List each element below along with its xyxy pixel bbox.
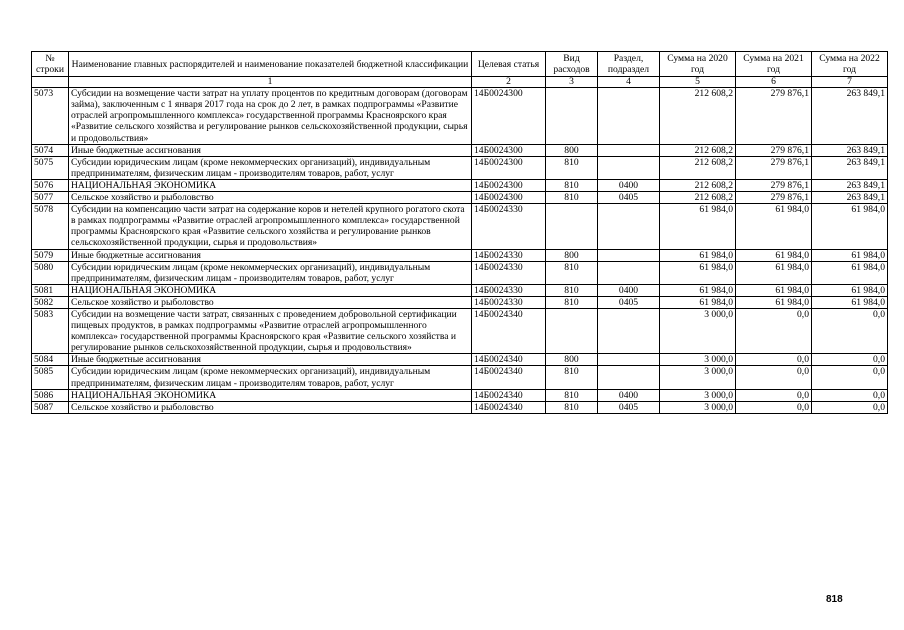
section-cell <box>598 88 660 144</box>
section-cell: 0400 <box>598 389 660 401</box>
target-article-cell: 14Б0024300 <box>472 88 546 144</box>
sum-2020-cell: 61 984,0 <box>660 296 736 308</box>
column-number <box>32 77 69 88</box>
sum-2022-cell: 0,0 <box>812 366 888 389</box>
row-name-cell: Субсидии юридическим лицам (кроме некоммерческих организаций), индивидуальным предпринимателям, физическим лицам - производителям товаров, работ, услуг <box>69 366 472 389</box>
target-article-cell: 14Б0024330 <box>472 249 546 261</box>
expense-type-cell: 810 <box>546 156 598 179</box>
sum-2020-cell: 212 608,2 <box>660 156 736 179</box>
expense-type-cell: 810 <box>546 284 598 296</box>
sum-2021-cell: 279 876,1 <box>736 144 812 156</box>
expense-type-cell: 800 <box>546 249 598 261</box>
expense-type-cell: 800 <box>546 144 598 156</box>
expense-type-cell: 810 <box>546 401 598 413</box>
target-article-cell: 14Б0024330 <box>472 261 546 284</box>
sum-2022-cell: 61 984,0 <box>812 296 888 308</box>
sum-2022-cell: 61 984,0 <box>812 249 888 261</box>
sum-2020-cell: 3 000,0 <box>660 308 736 353</box>
table-row <box>32 249 888 261</box>
sum-2020-cell: 212 608,2 <box>660 192 736 204</box>
table-row <box>32 204 888 249</box>
sum-2021-cell: 279 876,1 <box>736 156 812 179</box>
sum-2021-cell: 0,0 <box>736 366 812 389</box>
table-row <box>32 354 888 366</box>
section-cell <box>598 204 660 249</box>
row-name-cell: Сельское хозяйство и рыболовство <box>69 192 472 204</box>
section-cell: 0400 <box>598 179 660 191</box>
row-name-cell: Иные бюджетные ассигнования <box>69 354 472 366</box>
header-sum-2022: Сумма на 2022 год <box>812 52 888 77</box>
sum-2022-cell: 0,0 <box>812 389 888 401</box>
expense-type-cell: 800 <box>546 354 598 366</box>
expense-type-cell: 810 <box>546 179 598 191</box>
row-name-cell: Субсидии на компенсацию части затрат на содержание коров и нетелей крупного рогатого скота в рамках подпрограммы «Развитие отраслей агропромышленного комплекса» государственной программы Красноярского края «Развитие сельского хозяйства и регулирование рынков сельскохозяйственной продукции, сырья и продовольствия» <box>69 204 472 249</box>
header-target: Целевая статья <box>472 52 546 77</box>
target-article-cell: 14Б0024300 <box>472 156 546 179</box>
row-number-cell: 5080 <box>32 261 69 284</box>
sum-2022-cell: 61 984,0 <box>812 204 888 249</box>
row-number-cell: 5086 <box>32 389 69 401</box>
target-article-cell: 14Б0024340 <box>472 308 546 353</box>
sum-2021-cell: 61 984,0 <box>736 204 812 249</box>
row-number-cell: 5078 <box>32 204 69 249</box>
sum-2020-cell: 61 984,0 <box>660 284 736 296</box>
sum-2020-cell: 3 000,0 <box>660 354 736 366</box>
expense-type-cell: 810 <box>546 192 598 204</box>
row-number-cell: 5079 <box>32 249 69 261</box>
sum-2022-cell: 61 984,0 <box>812 284 888 296</box>
row-name-cell: Субсидии на возмещение части затрат на уплату процентов по кредитным договорам (договорам займа), заключенным с 1 января 2017 года на срок до 2 лет, в рамках подпрограммы «Развитие отраслей агропромышленного комплекса» государственной программы Красноярского края «Развитие сельского хозяйства и регулирование рынков сельскохозяйственной продукции, сырья и продовольствия» <box>69 88 472 144</box>
sum-2021-cell: 61 984,0 <box>736 284 812 296</box>
target-article-cell: 14Б0024330 <box>472 204 546 249</box>
section-cell <box>598 366 660 389</box>
row-number-cell: 5077 <box>32 192 69 204</box>
row-number-cell: 5084 <box>32 354 69 366</box>
row-name-cell: НАЦИОНАЛЬНАЯ ЭКОНОМИКА <box>69 179 472 191</box>
sum-2020-cell: 61 984,0 <box>660 249 736 261</box>
section-cell <box>598 144 660 156</box>
sum-2022-cell: 0,0 <box>812 401 888 413</box>
page-number: 818 <box>826 594 843 605</box>
section-cell: 0400 <box>598 284 660 296</box>
expense-type-cell: 810 <box>546 389 598 401</box>
row-name-cell: НАЦИОНАЛЬНАЯ ЭКОНОМИКА <box>69 284 472 296</box>
row-name-cell: Сельское хозяйство и рыболовство <box>69 401 472 413</box>
row-name-cell: Сельское хозяйство и рыболовство <box>69 296 472 308</box>
table-row <box>32 192 888 204</box>
header-sum-2020: Сумма на 2020 год <box>660 52 736 77</box>
sum-2021-cell: 0,0 <box>736 308 812 353</box>
column-number: 7 <box>812 77 888 88</box>
section-cell <box>598 261 660 284</box>
row-number-cell: 5083 <box>32 308 69 353</box>
sum-2020-cell: 3 000,0 <box>660 389 736 401</box>
header-sum-2021: Сумма на 2021 год <box>736 52 812 77</box>
row-name-cell: Иные бюджетные ассигнования <box>69 249 472 261</box>
column-number: 2 <box>472 77 546 88</box>
sum-2022-cell: 263 849,1 <box>812 192 888 204</box>
sum-2021-cell: 279 876,1 <box>736 192 812 204</box>
sum-2020-cell: 212 608,2 <box>660 144 736 156</box>
expense-type-cell: 810 <box>546 366 598 389</box>
row-number-cell: 5075 <box>32 156 69 179</box>
header-name: Наименование главных распорядителей и наименование показателей бюджетной классификации <box>69 52 472 77</box>
header-row-no: № строки <box>32 52 69 77</box>
table-row <box>32 88 888 144</box>
sum-2021-cell: 61 984,0 <box>736 249 812 261</box>
header-section: Раздел, подраздел <box>598 52 660 77</box>
target-article-cell: 14Б0024300 <box>472 179 546 191</box>
sum-2021-cell: 279 876,1 <box>736 88 812 144</box>
expense-type-cell: 810 <box>546 296 598 308</box>
sum-2021-cell: 61 984,0 <box>736 296 812 308</box>
table-row <box>32 389 888 401</box>
column-number: 1 <box>69 77 472 88</box>
sum-2020-cell: 212 608,2 <box>660 88 736 144</box>
section-cell <box>598 156 660 179</box>
table-row <box>32 179 888 191</box>
target-article-cell: 14Б0024330 <box>472 284 546 296</box>
sum-2020-cell: 61 984,0 <box>660 204 736 249</box>
target-article-cell: 14Б0024340 <box>472 401 546 413</box>
target-article-cell: 14Б0024340 <box>472 354 546 366</box>
sum-2022-cell: 61 984,0 <box>812 261 888 284</box>
budget-table <box>31 51 888 414</box>
target-article-cell: 14Б0024340 <box>472 389 546 401</box>
expense-type-cell: 810 <box>546 261 598 284</box>
sum-2022-cell: 263 849,1 <box>812 88 888 144</box>
sum-2022-cell: 263 849,1 <box>812 179 888 191</box>
sum-2021-cell: 0,0 <box>736 401 812 413</box>
sum-2020-cell: 3 000,0 <box>660 366 736 389</box>
header-row <box>32 52 888 77</box>
row-name-cell: Субсидии на возмещение части затрат, связанных с проведением добровольной сертификации пищевых продуктов, в рамках подпрограммы «Развитие отраслей агропромышленного комплекса» государственной программы Красноярского края «Развитие сельского хозяйства и регулирование рынков сельскохозяйственной продукции, сырья и продовольствия» <box>69 308 472 353</box>
target-article-cell: 14Б0024300 <box>472 192 546 204</box>
section-cell: 0405 <box>598 401 660 413</box>
row-name-cell: Иные бюджетные ассигнования <box>69 144 472 156</box>
sum-2020-cell: 61 984,0 <box>660 261 736 284</box>
row-number-cell: 5082 <box>32 296 69 308</box>
sum-2022-cell: 263 849,1 <box>812 144 888 156</box>
sum-2021-cell: 61 984,0 <box>736 261 812 284</box>
row-name-cell: Субсидии юридическим лицам (кроме некоммерческих организаций), индивидуальным предпринимателям, физическим лицам - производителям товаров, работ, услуг <box>69 156 472 179</box>
table-row <box>32 401 888 413</box>
column-numbers-row <box>32 77 888 88</box>
column-number: 5 <box>660 77 736 88</box>
section-cell <box>598 354 660 366</box>
row-number-cell: 5087 <box>32 401 69 413</box>
table-row <box>32 296 888 308</box>
section-cell: 0405 <box>598 296 660 308</box>
column-number: 3 <box>546 77 598 88</box>
section-cell: 0405 <box>598 192 660 204</box>
table-row <box>32 144 888 156</box>
row-name-cell: НАЦИОНАЛЬНАЯ ЭКОНОМИКА <box>69 389 472 401</box>
target-article-cell: 14Б0024340 <box>472 366 546 389</box>
table-row <box>32 261 888 284</box>
table-body <box>32 88 888 414</box>
sum-2021-cell: 0,0 <box>736 354 812 366</box>
column-number: 6 <box>736 77 812 88</box>
row-number-cell: 5073 <box>32 88 69 144</box>
sum-2020-cell: 3 000,0 <box>660 401 736 413</box>
table-row <box>32 156 888 179</box>
row-number-cell: 5085 <box>32 366 69 389</box>
expense-type-cell <box>546 204 598 249</box>
row-name-cell: Субсидии юридическим лицам (кроме некоммерческих организаций), индивидуальным предпринимателям, физическим лицам - производителям товаров, работ, услуг <box>69 261 472 284</box>
sum-2022-cell: 263 849,1 <box>812 156 888 179</box>
table-row <box>32 284 888 296</box>
row-number-cell: 5074 <box>32 144 69 156</box>
table-row <box>32 366 888 389</box>
column-number: 4 <box>598 77 660 88</box>
section-cell <box>598 308 660 353</box>
expense-type-cell <box>546 308 598 353</box>
header-expense-type: Вид расходов <box>546 52 598 77</box>
section-cell <box>598 249 660 261</box>
sum-2021-cell: 279 876,1 <box>736 179 812 191</box>
sum-2021-cell: 0,0 <box>736 389 812 401</box>
sum-2022-cell: 0,0 <box>812 308 888 353</box>
expense-type-cell <box>546 88 598 144</box>
sum-2020-cell: 212 608,2 <box>660 179 736 191</box>
sum-2022-cell: 0,0 <box>812 354 888 366</box>
row-number-cell: 5076 <box>32 179 69 191</box>
target-article-cell: 14Б0024330 <box>472 296 546 308</box>
target-article-cell: 14Б0024300 <box>472 144 546 156</box>
table-row <box>32 308 888 353</box>
row-number-cell: 5081 <box>32 284 69 296</box>
